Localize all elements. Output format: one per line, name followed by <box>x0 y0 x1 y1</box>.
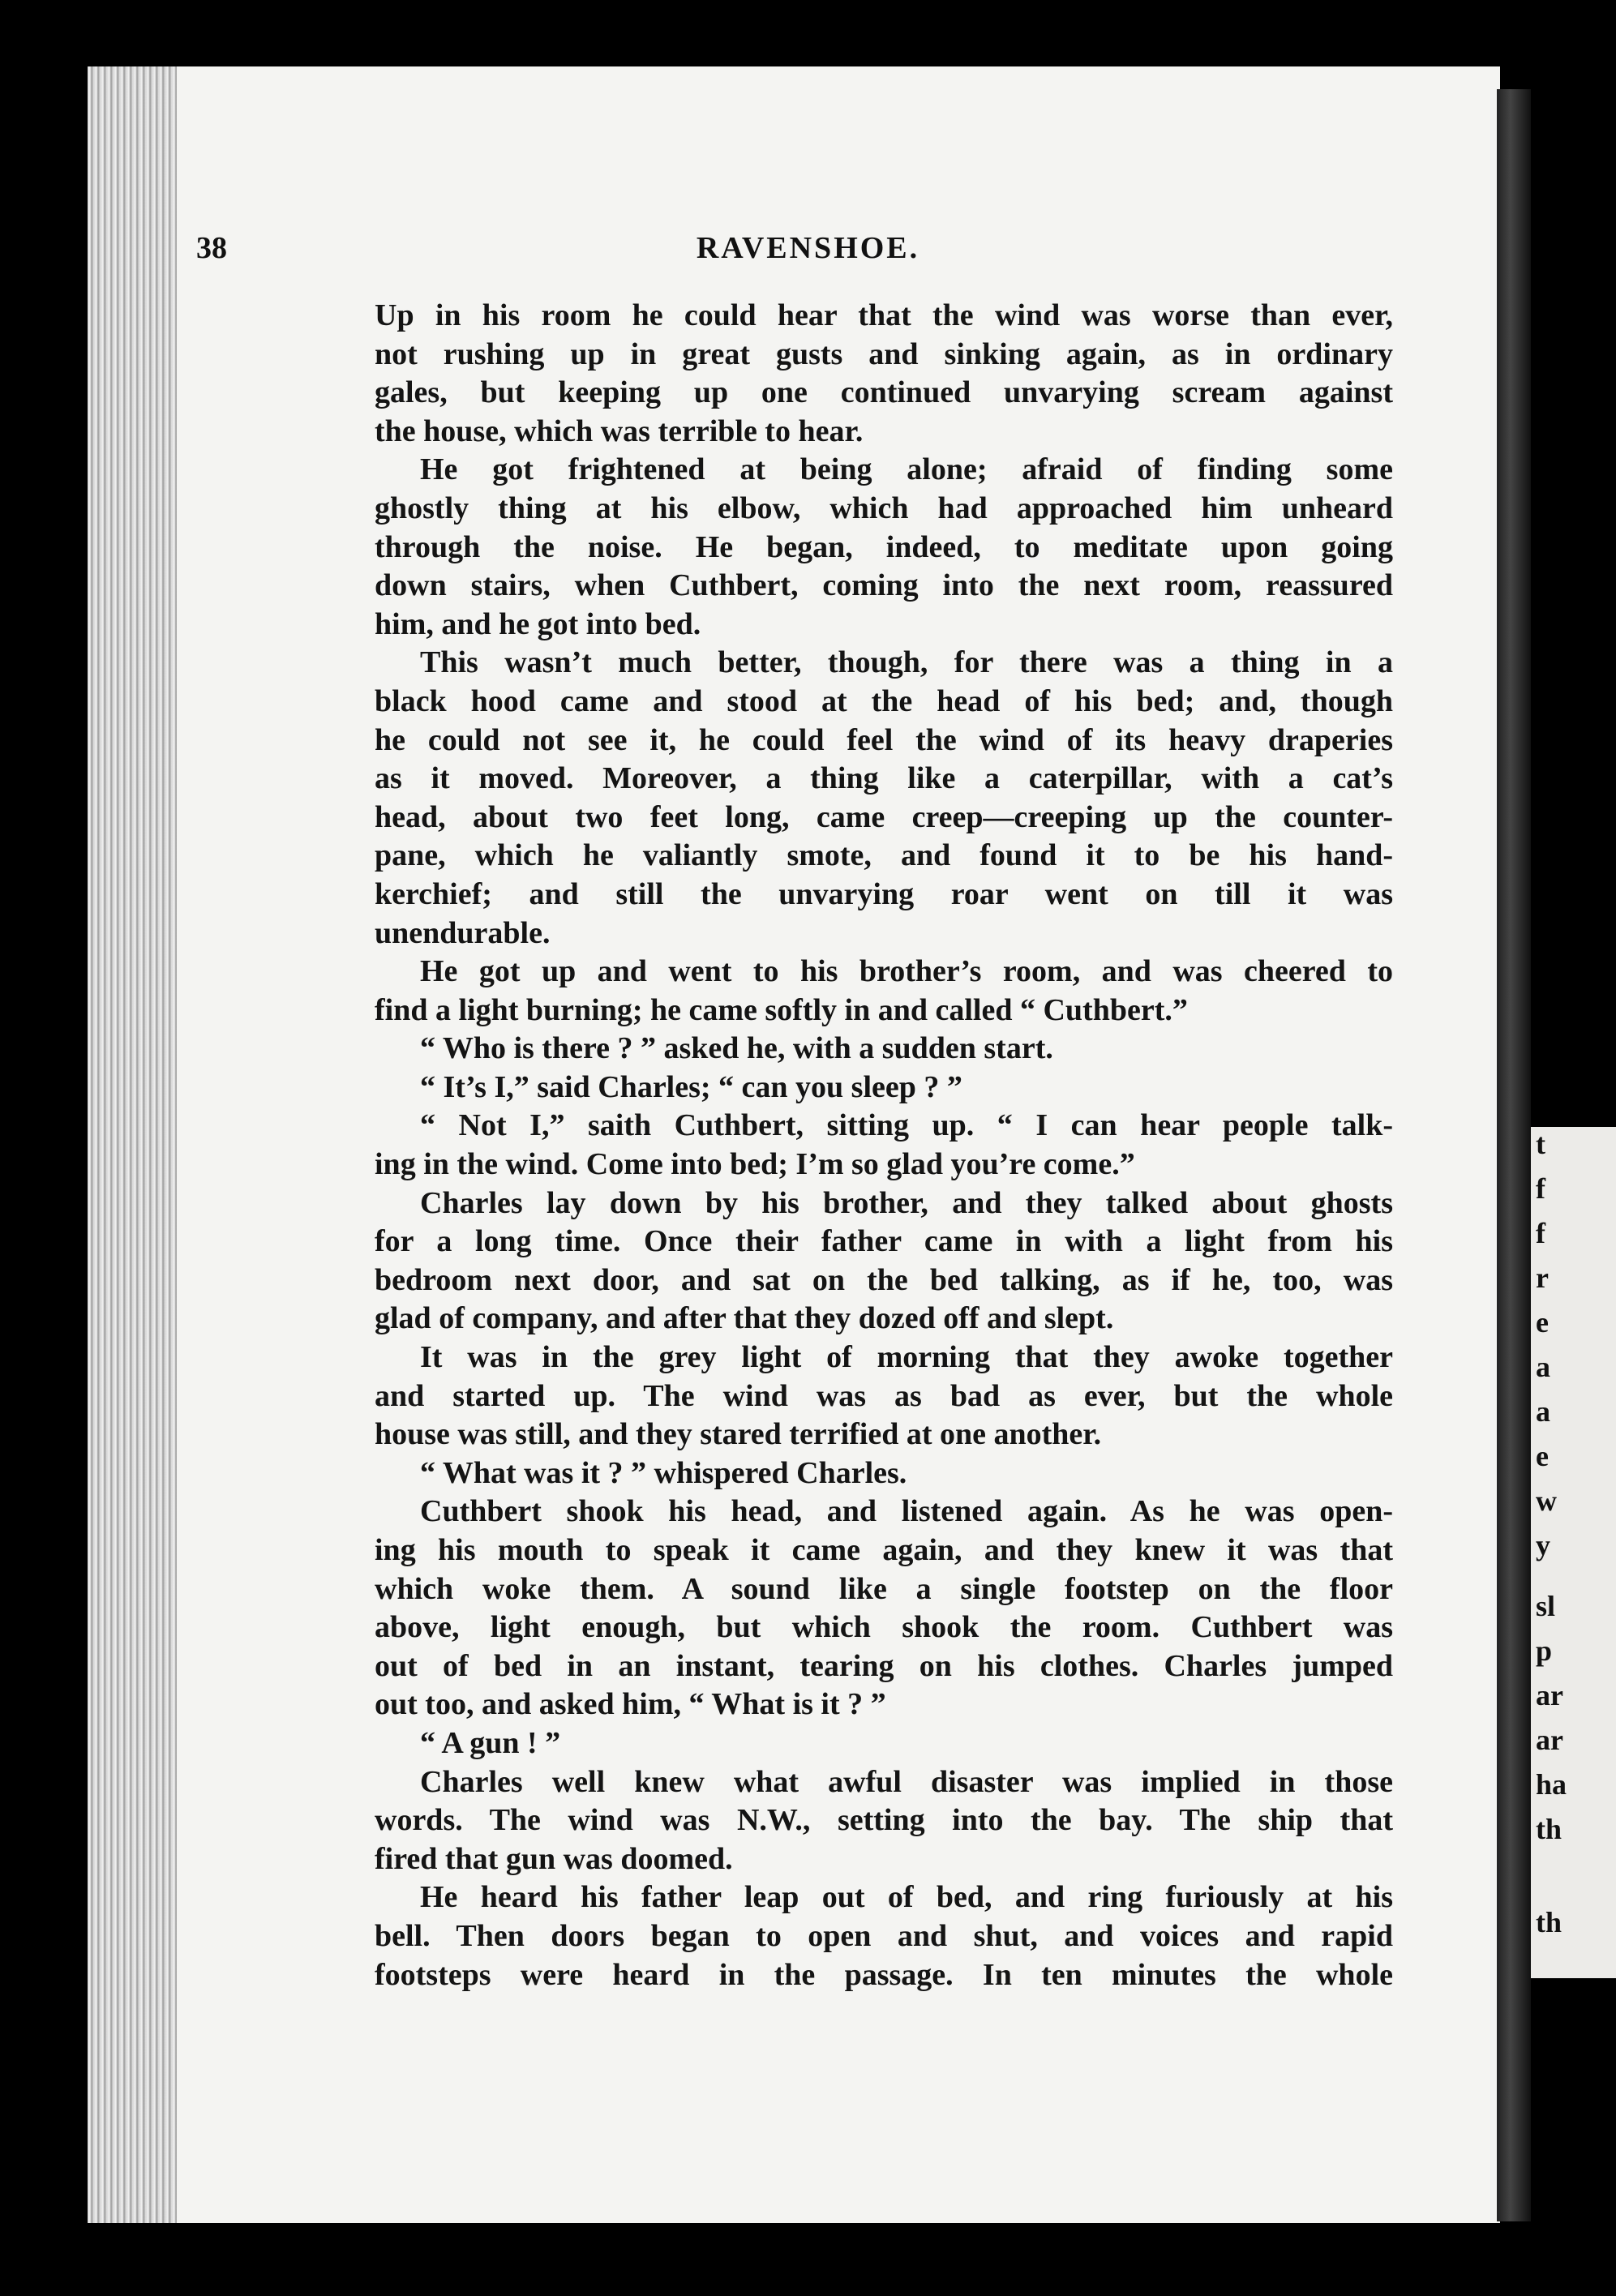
text-line: for a long time. Once their father came in with a light from his <box>375 1224 1393 1259</box>
text-line: ing his mouth to speak it came again, and they knew it was that <box>375 1533 1393 1567</box>
book-spine <box>1497 89 1531 2221</box>
text-line: ghostly thing at his elbow, which had approached him unheard <box>375 490 1393 525</box>
text-line: find a light burning; he came softly in and called “ Cuthbert.” <box>375 992 1188 1027</box>
adjacent-page-fragment: f <box>1536 1172 1545 1205</box>
text-line: and started up. The wind was as bad as ever, but the whole <box>375 1378 1393 1413</box>
text-line: He got up and went to his brother’s room, and was cheered to <box>420 954 1393 989</box>
text-line: out too, and asked him, “ What is it ? ” <box>375 1687 886 1722</box>
text-line: Up in his room he could hear that the wind was worse than ever, <box>375 298 1393 332</box>
adjacent-page-fragment: w <box>1536 1484 1557 1517</box>
text-line: fired that gun was doomed. <box>375 1841 733 1876</box>
text-line: the house, which was terrible to hear. <box>375 413 864 448</box>
adjacent-page-fragment: ar <box>1536 1679 1563 1711</box>
text-line: above, light enough, but which shook the room. Cuthbert was <box>375 1610 1393 1645</box>
adjacent-page-fragment: ha <box>1536 1768 1567 1801</box>
adjacent-page-fragment: p <box>1536 1634 1553 1667</box>
text-line: which woke them. A sound like a single footstep on the floor <box>375 1571 1393 1606</box>
text-line: black hood came and stood at the head of his bed; and, though <box>375 683 1393 718</box>
text-line: “ Who is there ? ” asked he, with a sudden start. <box>420 1031 1053 1066</box>
text-line: unendurable. <box>375 915 551 950</box>
page-header <box>0 230 1616 271</box>
adjacent-page-fragment: r <box>1536 1262 1549 1294</box>
text-line: It was in the grey light of morning that they awoke together <box>420 1340 1393 1375</box>
adjacent-page-fragment: f <box>1536 1217 1545 1249</box>
adjacent-page-fragment: e <box>1536 1440 1549 1472</box>
text-line: “ A gun ! ” <box>420 1725 561 1760</box>
text-line: as it moved. Moreover, a thing like a caterpillar, with a cat’s <box>375 761 1393 796</box>
text-line: He heard his father leap out of bed, and ring furiously at his <box>420 1880 1393 1915</box>
text-line: “ Not I,” saith Cuthbert, sitting up. “ I can hear people talk- <box>420 1108 1393 1143</box>
text-line: Charles well knew what awful disaster was implied in those <box>420 1764 1393 1799</box>
text-line: footsteps were heard in the passage. In ten minutes the whole <box>375 1957 1393 1992</box>
text-line: kerchief; and still the unvarying roar went on till it was <box>375 876 1393 911</box>
adjacent-page-fragment: th <box>1536 1906 1562 1938</box>
text-line: bedroom next door, and sat on the bed talking, as if he, too, was <box>375 1262 1393 1297</box>
text-line: bell. Then doors began to open and shut, and voices and rapid <box>375 1918 1393 1953</box>
text-line: down stairs, when Cuthbert, coming into the next room, reassured <box>375 568 1393 603</box>
text-line: he could not see it, he could feel the wind of its heavy draperies <box>375 722 1393 757</box>
adjacent-page-edge <box>1531 1127 1616 1978</box>
adjacent-page-fragment: sl <box>1536 1590 1556 1622</box>
text-line: pane, which he valiantly smote, and found it to be his hand- <box>375 838 1393 873</box>
page-edges <box>88 66 180 2223</box>
adjacent-page-fragment: y <box>1536 1529 1550 1561</box>
text-line: words. The wind was N.W., setting into the bay. The ship that <box>375 1803 1393 1838</box>
text-line: him, and he got into bed. <box>375 606 701 641</box>
text-line: glad of company, and after that they dozed off and slept. <box>375 1301 1114 1336</box>
running-title: RAVENSHOE. <box>696 231 920 265</box>
text-line: Charles lay down by his brother, and they talked about ghosts <box>420 1185 1393 1220</box>
text-line: ing in the wind. Come into bed; I’m so glad you’re come.” <box>375 1147 1135 1182</box>
adjacent-page-fragment: a <box>1536 1351 1550 1383</box>
text-line: house was still, and they stared terrified at one another. <box>375 1417 1102 1452</box>
adjacent-page-fragment: a <box>1536 1395 1550 1428</box>
text-line: out of bed in an instant, tearing on his clothes. Charles jumped <box>375 1648 1393 1683</box>
adjacent-page-fragment: ar <box>1536 1724 1563 1756</box>
text-line: not rushing up in great gusts and sinking again, as in ordinary <box>375 336 1393 371</box>
text-line: head, about two feet long, came creep—creeping up the counter- <box>375 799 1393 834</box>
adjacent-page-fragment: th <box>1536 1813 1562 1845</box>
text-line: “ It’s I,” said Charles; “ can you sleep ? ” <box>420 1069 962 1104</box>
text-line: He got frightened at being alone; afraid of finding some <box>420 452 1393 487</box>
page-number: 38 <box>196 231 227 265</box>
text-line: gales, but keeping up one continued unvarying scream against <box>375 375 1393 410</box>
text-line: Cuthbert shook his head, and listened again. As he was open- <box>420 1494 1393 1529</box>
adjacent-page-fragment: e <box>1536 1306 1549 1339</box>
text-line: This wasn’t much better, though, for there was a thing in a <box>420 645 1393 680</box>
text-line: “ What was it ? ” whispered Charles. <box>420 1455 907 1490</box>
adjacent-page-fragment: t <box>1536 1128 1545 1160</box>
body-text <box>375 297 1393 1994</box>
text-line: through the noise. He began, indeed, to meditate upon going <box>375 529 1393 564</box>
